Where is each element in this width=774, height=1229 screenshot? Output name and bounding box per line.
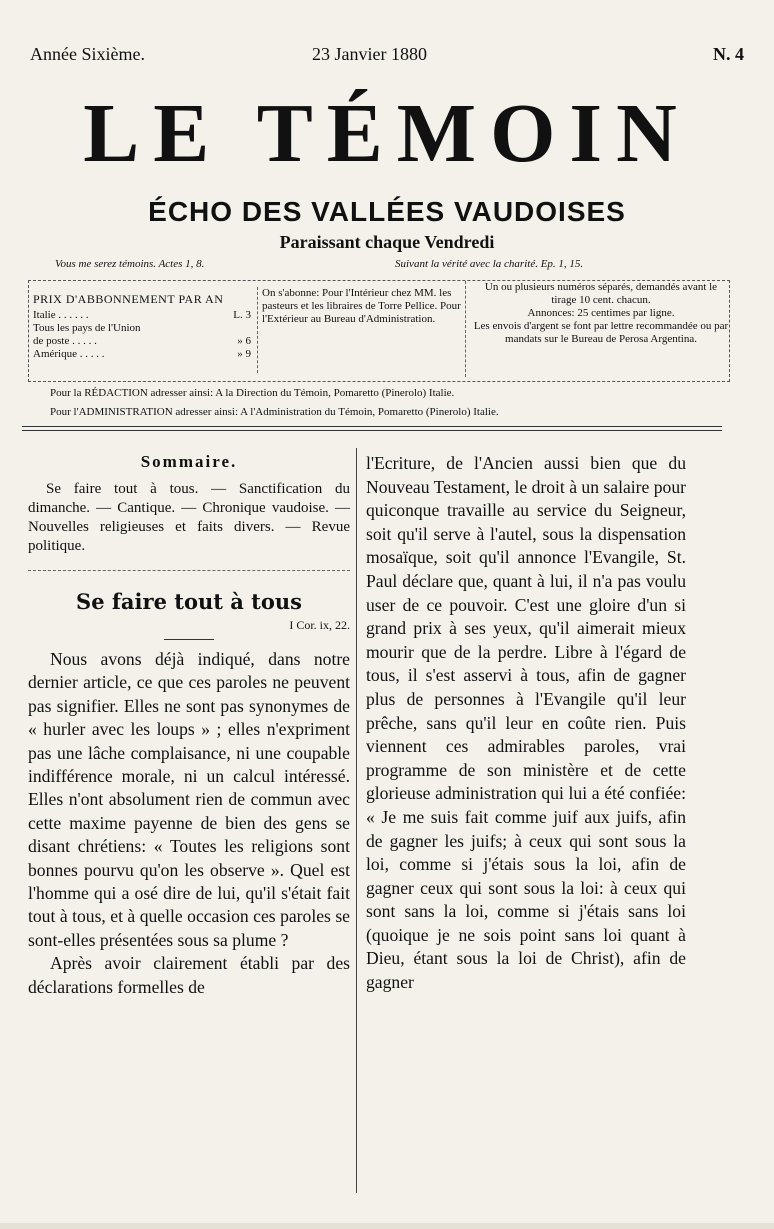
sommaire-title: Sommaire.	[140, 452, 238, 471]
issue-number: N. 4	[713, 44, 744, 64]
article-title: Se faire tout à tous	[76, 589, 302, 614]
issue-date: 23 Janvier 1880	[312, 44, 427, 64]
masthead-subtitle: ÉCHO DES VALLÉES VAUDOISES	[148, 196, 626, 227]
page-edge	[0, 1223, 774, 1229]
masthead-title: LE TÉMOIN	[83, 87, 691, 180]
price-row: de poste . . . . . » 6	[33, 335, 251, 347]
section-divider	[28, 570, 350, 571]
price-table	[33, 293, 251, 361]
subscription-box	[28, 280, 730, 382]
motto-right: Suivant la vérité avec la charité. Ep. 1, 15.	[395, 258, 584, 270]
motto-left: Vous me serez témoins. Actes 1, 8.	[55, 258, 205, 270]
year-label: Année Sixième.	[30, 44, 145, 64]
redaction-address: Pour la RÉDACTION adresser ainsi: A la Direction du Témoin, Pomaretto (Pinerolo) Italie.	[50, 387, 455, 399]
price-heading: PRIX D'ABBONNEMENT PAR AN	[33, 292, 224, 306]
article-epigraph: I Cor. ix, 22.	[289, 618, 350, 632]
money-note: Les envois d'argent se font par lettre recommandée ou par mandats sur le Bureau de Perosa Argentina.	[473, 320, 729, 345]
ads-note: Annonces: 25 centimes par ligne.	[527, 307, 675, 319]
single-issue-note: Un ou plusieurs numéros séparés, demandés avant le tirage 10 cent. chacun.	[484, 281, 718, 306]
title-rule	[164, 639, 214, 640]
price-row: Italie . . . . . . L. 3	[33, 309, 251, 321]
article-paragraph-2: Après avoir clairement établi par des déclarations formelles de	[28, 953, 350, 997]
publication-frequency: Paraissant chaque Vendredi	[279, 232, 495, 252]
address-block	[50, 384, 700, 422]
article-paragraph-1: Nous avons déjà indiqué, dans notre dernier article, ce que ces paroles ne peuvent pas signifier. Elles ne sont pas synonymes de « hurler avec les loups » ; elles n'expriment pas une lâche complaisance, ni une coupable indifférence morale, ni un calcul intéressé. Elles n'ont absolument rien de commun avec cette maxime payenne de bien des gens se disant chrétiens: « Toutes les religions sont bonnes pourvu qu'on les observe ». Quel est l'homme qui a osé dire de lui, qu'il s'était fait tout à tous, et à quelle occasion ces paroles se sont-elles présentées sous sa plume ?	[28, 649, 350, 950]
address-rule	[22, 426, 722, 427]
right-column	[366, 452, 686, 995]
subscription-notes	[465, 281, 730, 377]
address-rule-double	[22, 430, 722, 431]
price-row: Tous les pays de l'Union	[33, 322, 141, 334]
price-row: Amérique . . . . . » 9	[33, 348, 251, 360]
left-column	[28, 452, 350, 999]
subscription-where: On s'abonne: Pour l'Intérieur chez MM. les pasteurs et les libraires de Torre Pellice. Pour l'Extérieur au Bureau d'Administration.	[257, 287, 464, 373]
article-continuation: l'Ecriture, de l'Ancien aussi bien que du Nouveau Testament, le droit à un salaire pour quiconque travaille au service du Seigneur, soit qu'il serve à l'autel, sous la dispensation mosaïque, soit qu'il annonce l'Evangile, St. Paul déclare que, quant à lui, il n'a pas voulu user de ce pouvoir. C'est une gloire d'un si grand prix à ses yeux, qu'il aimerait mieux mourir que de la perdre. Libre à l'égard de tous, il s'est asservi à tous, afin de gagner plus de personnes à l'Evangile qu'il leur prêche, sans qu'il leur en coûte rien. Puis viennent ces admirables paroles, vrai programme de son ministère et de cette glorieuse administration qui lui a été confiée: « Je me suis fait comme juif aux juifs, afin de gagner les juifs; à ceux qui sont sous la loi, comme si j'étais sous la loi, afin de gagner ceux qui sont sous la loi: à ceux qui sont sans la loi, comme si j'étais sans loi (quoique je ne sois point sans loi quant à Dieu, étant sous la loi de Christ), afin de gagner	[366, 453, 686, 993]
administration-address: Pour l'ADMINISTRATION adresser ainsi: A l'Administration du Témoin, Pomaretto (Pinerolo) Italie.	[50, 406, 499, 418]
sommaire-text: Se faire tout à tous. — Sanctification du dimanche. — Cantique. — Chronique vaudoise. — Nouvelles religieuses et faits divers. — Revue politique.	[28, 481, 350, 554]
column-divider	[356, 448, 357, 1193]
